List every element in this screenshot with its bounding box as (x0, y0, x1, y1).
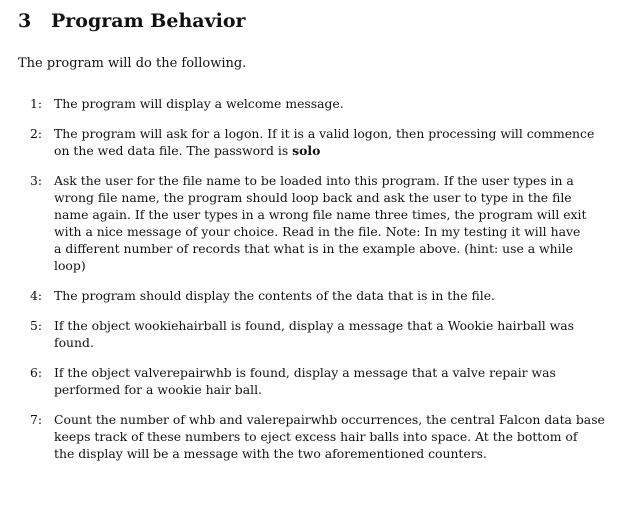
list-item-marker: 4: (30, 288, 43, 303)
list-item (30, 95, 590, 112)
section-heading (18, 10, 246, 32)
list-item-line: If the object valverepairwhb is found, display a message that a valve repair was (54, 365, 556, 380)
list-item-line: with a nice message of your choice. Read in the file. Note: In my testing it will have (54, 224, 581, 239)
list-item-marker: 1: (30, 96, 43, 111)
list-item-line: found. (54, 335, 94, 350)
list-item (30, 364, 590, 398)
list-item-line: on the wed data file. The password is (54, 143, 293, 158)
list-item-text (54, 364, 590, 398)
list-item-marker: 2: (30, 126, 43, 141)
password-value: solo (292, 143, 321, 158)
intro-paragraph: The program will do the following. (18, 56, 247, 71)
list-item-line: The program will display a welcome message. (54, 96, 344, 111)
section-title: Program Behavior (51, 10, 246, 32)
list-item-marker: 3: (30, 173, 43, 188)
list-item-line: loop) (54, 258, 86, 273)
section-number: 3 (18, 10, 32, 32)
list-item-text (54, 411, 605, 462)
list-item-line: The program will ask for a logon. If it is a valid logon, then processing will commence (54, 126, 595, 141)
list-item-text (54, 95, 590, 112)
list-item-line: a different number of records that what is in the example above. (hint: use a while (54, 241, 573, 256)
list-item-line: name again. If the user types in a wrong file name three times, the program will exit (54, 207, 587, 222)
list-item-text (54, 317, 590, 351)
list-item-line: performed for a wookie hair ball. (54, 382, 262, 397)
list-item-line: If the object wookiehairball is found, display a message that a Wookie hairball was (54, 318, 575, 333)
list-item-marker: 5: (30, 318, 43, 333)
list-item-line-with-password (54, 142, 594, 159)
list-item-marker: 6: (30, 365, 43, 380)
list-item-line: Ask the user for the file name to be loaded into this program. If the user types in a (54, 173, 574, 188)
list-item-marker: 7: (30, 412, 43, 427)
list-item-line: keeps track of these numbers to eject excess hair balls into space. At the bottom of (54, 429, 578, 444)
list-item (30, 411, 605, 462)
list-item (30, 317, 590, 351)
list-item-text (54, 172, 590, 274)
list-item-line: The program should display the contents of the data that is in the file. (54, 288, 495, 303)
list-item-text (54, 287, 590, 304)
behavior-list (30, 95, 605, 475)
list-item-line: Count the number of whb and valerepairwhb occurrences, the central Falcon data base (54, 412, 605, 427)
list-item (30, 125, 595, 159)
list-item-text (54, 125, 594, 159)
list-item (30, 172, 590, 274)
list-item-line: the display will be a message with the two aforementioned counters. (54, 446, 487, 461)
list-item (30, 287, 590, 304)
list-item-line: wrong file name, the program should loop back and ask the user to type in the file (54, 190, 572, 205)
